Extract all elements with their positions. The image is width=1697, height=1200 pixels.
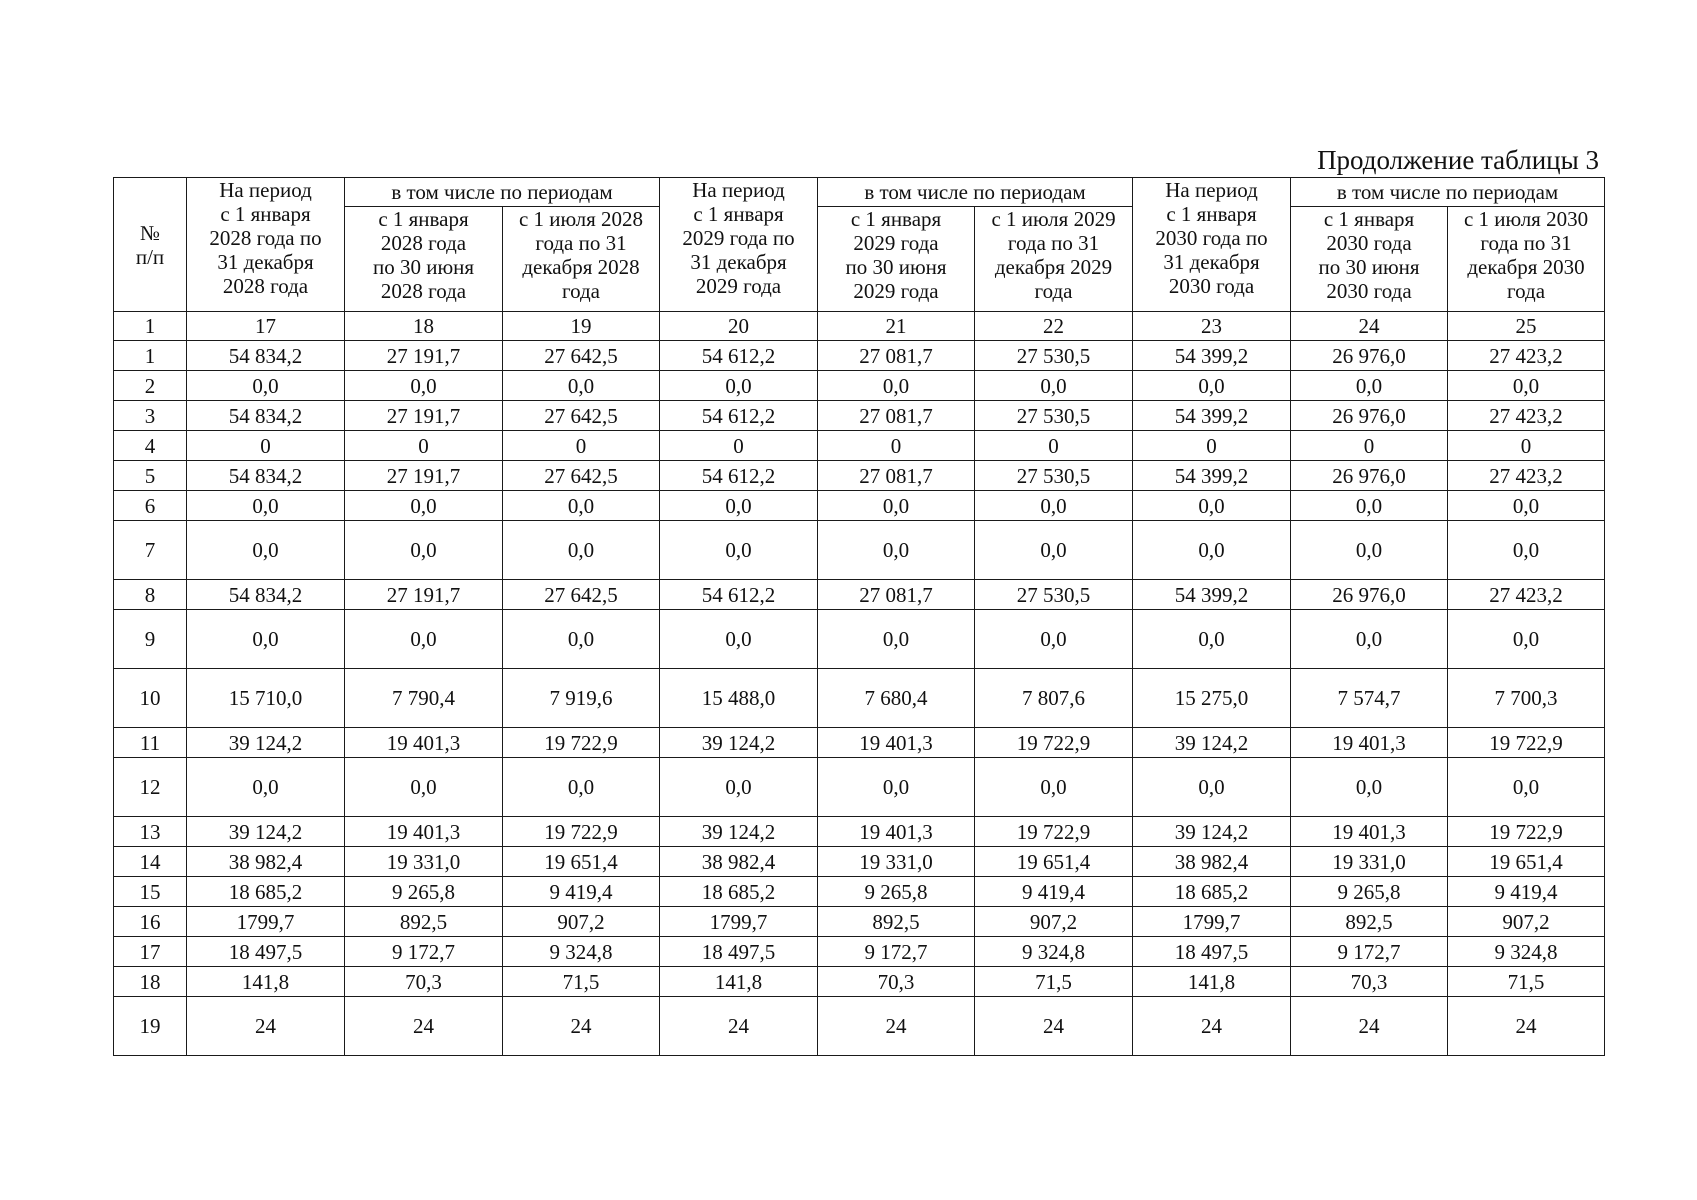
value-cell: 18 497,5: [1133, 937, 1291, 967]
value-cell: 54 834,2: [187, 461, 345, 491]
value-cell: 27 530,5: [975, 401, 1133, 431]
value-cell: 26 976,0: [1291, 580, 1448, 610]
row-number-cell: 8: [114, 580, 187, 610]
table-row: [114, 997, 1605, 1056]
value-cell: 0: [345, 431, 503, 461]
value-cell: 18 497,5: [187, 937, 345, 967]
value-cell: 9 172,7: [818, 937, 975, 967]
value-cell: 24: [187, 997, 345, 1056]
value-cell: 27 081,7: [818, 341, 975, 371]
value-cell: 1799,7: [1133, 907, 1291, 937]
value-cell: 141,8: [187, 967, 345, 997]
value-cell: 0,0: [1291, 521, 1448, 580]
value-cell: 19 722,9: [503, 817, 660, 847]
value-cell: 0,0: [345, 758, 503, 817]
value-cell: 0: [1133, 431, 1291, 461]
value-cell: 27 191,7: [345, 341, 503, 371]
value-cell: 39 124,2: [660, 728, 818, 758]
value-cell: 26 976,0: [1291, 401, 1448, 431]
value-cell: 0,0: [187, 758, 345, 817]
header-total-2030-label: На период с 1 января 2030 года по 31 декабря 2030 года: [1155, 178, 1268, 298]
value-cell: 19 331,0: [345, 847, 503, 877]
value-cell: 0,0: [1291, 610, 1448, 669]
value-cell: 39 124,2: [660, 817, 818, 847]
value-cell: 24: [1448, 997, 1605, 1056]
value-cell: 18 685,2: [1133, 877, 1291, 907]
value-cell: 9 324,8: [975, 937, 1133, 967]
table-body: [114, 341, 1605, 1056]
table-row: [114, 907, 1605, 937]
value-cell: 0: [187, 431, 345, 461]
value-cell: 0,0: [187, 371, 345, 401]
row-number-cell: 9: [114, 610, 187, 669]
value-cell: 7 700,3: [1448, 669, 1605, 728]
row-number-cell: 7: [114, 521, 187, 580]
header-group-2028-label: в том числе по периодам: [391, 180, 613, 205]
value-cell: 15 488,0: [660, 669, 818, 728]
value-cell: 19 722,9: [975, 728, 1133, 758]
value-cell: 19 401,3: [818, 817, 975, 847]
value-cell: 0: [1291, 431, 1448, 461]
value-cell: 0,0: [1448, 491, 1605, 521]
column-number-cell: 23: [1133, 312, 1291, 341]
value-cell: 19 401,3: [818, 728, 975, 758]
value-cell: 39 124,2: [187, 817, 345, 847]
value-cell: 54 834,2: [187, 401, 345, 431]
value-cell: 0,0: [503, 491, 660, 521]
value-cell: 892,5: [818, 907, 975, 937]
value-cell: 70,3: [1291, 967, 1448, 997]
value-cell: 27 423,2: [1448, 401, 1605, 431]
value-cell: 27 191,7: [345, 580, 503, 610]
value-cell: 27 530,5: [975, 461, 1133, 491]
table-caption: Продолжение таблицы 3: [1317, 145, 1599, 175]
value-cell: 0,0: [660, 758, 818, 817]
value-cell: 27 081,7: [818, 461, 975, 491]
value-cell: 0,0: [1133, 491, 1291, 521]
header-half1-2028: [345, 207, 503, 312]
value-cell: 0,0: [503, 521, 660, 580]
value-cell: 0,0: [187, 521, 345, 580]
value-cell: 9 265,8: [345, 877, 503, 907]
header-total-2029-label: На период с 1 января 2029 года по 31 декабря 2029 года: [682, 178, 795, 298]
value-cell: 0,0: [1448, 610, 1605, 669]
column-number-cell: 20: [660, 312, 818, 341]
value-cell: 27 423,2: [1448, 341, 1605, 371]
header-total-2030: [1133, 178, 1291, 312]
row-number-cell: 12: [114, 758, 187, 817]
value-cell: 9 265,8: [1291, 877, 1448, 907]
value-cell: 9 172,7: [1291, 937, 1448, 967]
value-cell: 9 172,7: [345, 937, 503, 967]
value-cell: 19 331,0: [818, 847, 975, 877]
column-number-cell: 25: [1448, 312, 1605, 341]
value-cell: 54 612,2: [660, 401, 818, 431]
value-cell: 54 834,2: [187, 341, 345, 371]
value-cell: 19 401,3: [1291, 728, 1448, 758]
table-row: [114, 967, 1605, 997]
table-row: [114, 341, 1605, 371]
value-cell: 19 401,3: [1291, 817, 1448, 847]
row-number-cell: 2: [114, 371, 187, 401]
value-cell: 0,0: [345, 371, 503, 401]
value-cell: 27 191,7: [345, 461, 503, 491]
value-cell: 27 530,5: [975, 341, 1133, 371]
table-row: [114, 610, 1605, 669]
table-row: [114, 521, 1605, 580]
row-number-cell: 11: [114, 728, 187, 758]
header-half2-2030-label: с 1 июля 2030 года по 31 декабря 2030 года: [1463, 207, 1589, 304]
value-cell: 24: [1133, 997, 1291, 1056]
row-number-cell: 5: [114, 461, 187, 491]
header-half1-2030-label: с 1 января 2030 года по 30 июня 2030 года: [1318, 207, 1420, 304]
value-cell: 9 419,4: [975, 877, 1133, 907]
value-cell: 26 976,0: [1291, 461, 1448, 491]
data-table: [113, 177, 1605, 1056]
value-cell: 0,0: [660, 610, 818, 669]
value-cell: 27 081,7: [818, 401, 975, 431]
value-cell: 19 331,0: [1291, 847, 1448, 877]
table-row: [114, 758, 1605, 817]
value-cell: 24: [503, 997, 660, 1056]
column-number-cell: 1: [114, 312, 187, 341]
value-cell: 0,0: [1448, 758, 1605, 817]
value-cell: 907,2: [975, 907, 1133, 937]
value-cell: 27 423,2: [1448, 461, 1605, 491]
header-half1-2029: [818, 207, 975, 312]
value-cell: 0,0: [1133, 610, 1291, 669]
row-number-cell: 10: [114, 669, 187, 728]
table-row: [114, 877, 1605, 907]
value-cell: 71,5: [503, 967, 660, 997]
value-cell: 24: [1291, 997, 1448, 1056]
value-cell: 27 530,5: [975, 580, 1133, 610]
value-cell: 0: [1448, 431, 1605, 461]
value-cell: 9 324,8: [503, 937, 660, 967]
value-cell: 0,0: [1448, 521, 1605, 580]
value-cell: 71,5: [1448, 967, 1605, 997]
row-number-cell: 15: [114, 877, 187, 907]
table-row: [114, 847, 1605, 877]
value-cell: 0,0: [187, 610, 345, 669]
table-header: [114, 178, 1605, 341]
table-row: [114, 580, 1605, 610]
value-cell: 0,0: [1133, 758, 1291, 817]
value-cell: 0,0: [818, 758, 975, 817]
value-cell: 38 982,4: [660, 847, 818, 877]
value-cell: 27 642,5: [503, 461, 660, 491]
value-cell: 19 722,9: [975, 817, 1133, 847]
value-cell: 907,2: [1448, 907, 1605, 937]
table-row: [114, 491, 1605, 521]
value-cell: 18 685,2: [187, 877, 345, 907]
table-row: [114, 371, 1605, 401]
header-total-2029: [660, 178, 818, 312]
value-cell: 24: [345, 997, 503, 1056]
value-cell: 892,5: [1291, 907, 1448, 937]
value-cell: 7 807,6: [975, 669, 1133, 728]
value-cell: 1799,7: [660, 907, 818, 937]
value-cell: 27 423,2: [1448, 580, 1605, 610]
value-cell: 27 642,5: [503, 401, 660, 431]
value-cell: 54 399,2: [1133, 401, 1291, 431]
value-cell: 54 834,2: [187, 580, 345, 610]
value-cell: 19 722,9: [503, 728, 660, 758]
header-half2-2029-label: с 1 июля 2029 года по 31 декабря 2029 года: [991, 207, 1116, 304]
value-cell: 24: [818, 997, 975, 1056]
row-number-cell: 17: [114, 937, 187, 967]
value-cell: 0,0: [975, 758, 1133, 817]
table-row: [114, 401, 1605, 431]
value-cell: 141,8: [1133, 967, 1291, 997]
header-half1-2030: [1291, 207, 1448, 312]
value-cell: 9 324,8: [1448, 937, 1605, 967]
row-number-cell: 16: [114, 907, 187, 937]
value-cell: 0: [975, 431, 1133, 461]
value-cell: 0: [660, 431, 818, 461]
value-cell: 19 651,4: [503, 847, 660, 877]
table-row: [114, 937, 1605, 967]
value-cell: 0: [818, 431, 975, 461]
header-half2-2028: [503, 207, 660, 312]
value-cell: 70,3: [818, 967, 975, 997]
value-cell: 0,0: [1291, 491, 1448, 521]
value-cell: 7 919,6: [503, 669, 660, 728]
value-cell: 54 612,2: [660, 580, 818, 610]
header-half2-2028-label: с 1 июля 2028 года по 31 декабря 2028 года: [518, 207, 644, 304]
table-row: [114, 728, 1605, 758]
header-group-2030: [1291, 178, 1605, 207]
value-cell: 15 275,0: [1133, 669, 1291, 728]
row-number-cell: 18: [114, 967, 187, 997]
value-cell: 0,0: [818, 521, 975, 580]
value-cell: 19 722,9: [1448, 728, 1605, 758]
column-number-cell: 21: [818, 312, 975, 341]
value-cell: 54 399,2: [1133, 580, 1291, 610]
table-row: [114, 431, 1605, 461]
value-cell: 0,0: [1291, 371, 1448, 401]
header-half1-2028-label: с 1 января 2028 года по 30 июня 2028 года: [372, 207, 475, 304]
row-number-cell: 19: [114, 997, 187, 1056]
row-number-cell: 14: [114, 847, 187, 877]
value-cell: 0,0: [1448, 371, 1605, 401]
value-cell: 0,0: [818, 491, 975, 521]
value-cell: 19 651,4: [975, 847, 1133, 877]
row-number-cell: 1: [114, 341, 187, 371]
value-cell: 39 124,2: [1133, 817, 1291, 847]
table-row: [114, 461, 1605, 491]
value-cell: 0,0: [818, 610, 975, 669]
value-cell: 907,2: [503, 907, 660, 937]
header-half2-2030: [1448, 207, 1605, 312]
header-half1-2029-label: с 1 января 2029 года по 30 июня 2029 года: [845, 207, 947, 304]
value-cell: 26 976,0: [1291, 341, 1448, 371]
header-total-2028: [187, 178, 345, 312]
header-half2-2029: [975, 207, 1133, 312]
value-cell: 71,5: [975, 967, 1133, 997]
value-cell: 0,0: [345, 491, 503, 521]
value-cell: 0,0: [1133, 371, 1291, 401]
value-cell: 0,0: [1291, 758, 1448, 817]
value-cell: 0,0: [660, 371, 818, 401]
value-cell: 0,0: [187, 491, 345, 521]
value-cell: 0,0: [503, 371, 660, 401]
value-cell: 0,0: [345, 521, 503, 580]
row-number-cell: 13: [114, 817, 187, 847]
header-group-2029: [818, 178, 1133, 207]
row-number-cell: 3: [114, 401, 187, 431]
value-cell: 0,0: [975, 610, 1133, 669]
value-cell: 39 124,2: [187, 728, 345, 758]
value-cell: 0,0: [345, 610, 503, 669]
header-num-label: № п/п: [135, 220, 165, 269]
value-cell: 0,0: [975, 491, 1133, 521]
row-number-cell: 6: [114, 491, 187, 521]
value-cell: 0,0: [660, 491, 818, 521]
value-cell: 70,3: [345, 967, 503, 997]
column-number-cell: 19: [503, 312, 660, 341]
value-cell: 9 419,4: [1448, 877, 1605, 907]
value-cell: 0,0: [660, 521, 818, 580]
value-cell: 54 612,2: [660, 341, 818, 371]
value-cell: 19 401,3: [345, 728, 503, 758]
value-cell: 0,0: [503, 610, 660, 669]
column-number-row: [114, 312, 1605, 341]
column-number-cell: 17: [187, 312, 345, 341]
value-cell: 18 497,5: [660, 937, 818, 967]
value-cell: 38 982,4: [1133, 847, 1291, 877]
value-cell: 39 124,2: [1133, 728, 1291, 758]
header-num: [114, 178, 187, 312]
value-cell: 15 710,0: [187, 669, 345, 728]
value-cell: 24: [975, 997, 1133, 1056]
value-cell: 54 399,2: [1133, 341, 1291, 371]
value-cell: 1799,7: [187, 907, 345, 937]
column-number-cell: 24: [1291, 312, 1448, 341]
value-cell: 27 642,5: [503, 580, 660, 610]
header-group-2028: [345, 178, 660, 207]
value-cell: 9 265,8: [818, 877, 975, 907]
header-total-2028-label: На период с 1 января 2028 года по 31 декабря 2028 года: [209, 178, 322, 298]
value-cell: 0: [503, 431, 660, 461]
value-cell: 7 790,4: [345, 669, 503, 728]
value-cell: 0,0: [503, 758, 660, 817]
column-number-cell: 22: [975, 312, 1133, 341]
value-cell: 19 651,4: [1448, 847, 1605, 877]
value-cell: 19 401,3: [345, 817, 503, 847]
row-number-cell: 4: [114, 431, 187, 461]
column-number-cell: 18: [345, 312, 503, 341]
value-cell: 38 982,4: [187, 847, 345, 877]
value-cell: 141,8: [660, 967, 818, 997]
value-cell: 0,0: [975, 371, 1133, 401]
value-cell: 27 642,5: [503, 341, 660, 371]
value-cell: 18 685,2: [660, 877, 818, 907]
value-cell: 54 399,2: [1133, 461, 1291, 491]
table-row: [114, 669, 1605, 728]
value-cell: 892,5: [345, 907, 503, 937]
value-cell: 19 722,9: [1448, 817, 1605, 847]
header-group-2030-label: в том числе по периодам: [1336, 180, 1559, 205]
value-cell: 9 419,4: [503, 877, 660, 907]
value-cell: 27 081,7: [818, 580, 975, 610]
value-cell: 7 680,4: [818, 669, 975, 728]
value-cell: 27 191,7: [345, 401, 503, 431]
value-cell: 7 574,7: [1291, 669, 1448, 728]
value-cell: 0,0: [975, 521, 1133, 580]
header-group-2029-label: в том числе по периодам: [864, 180, 1086, 205]
value-cell: 54 612,2: [660, 461, 818, 491]
value-cell: 0,0: [818, 371, 975, 401]
table-row: [114, 817, 1605, 847]
value-cell: 24: [660, 997, 818, 1056]
value-cell: 0,0: [1133, 521, 1291, 580]
